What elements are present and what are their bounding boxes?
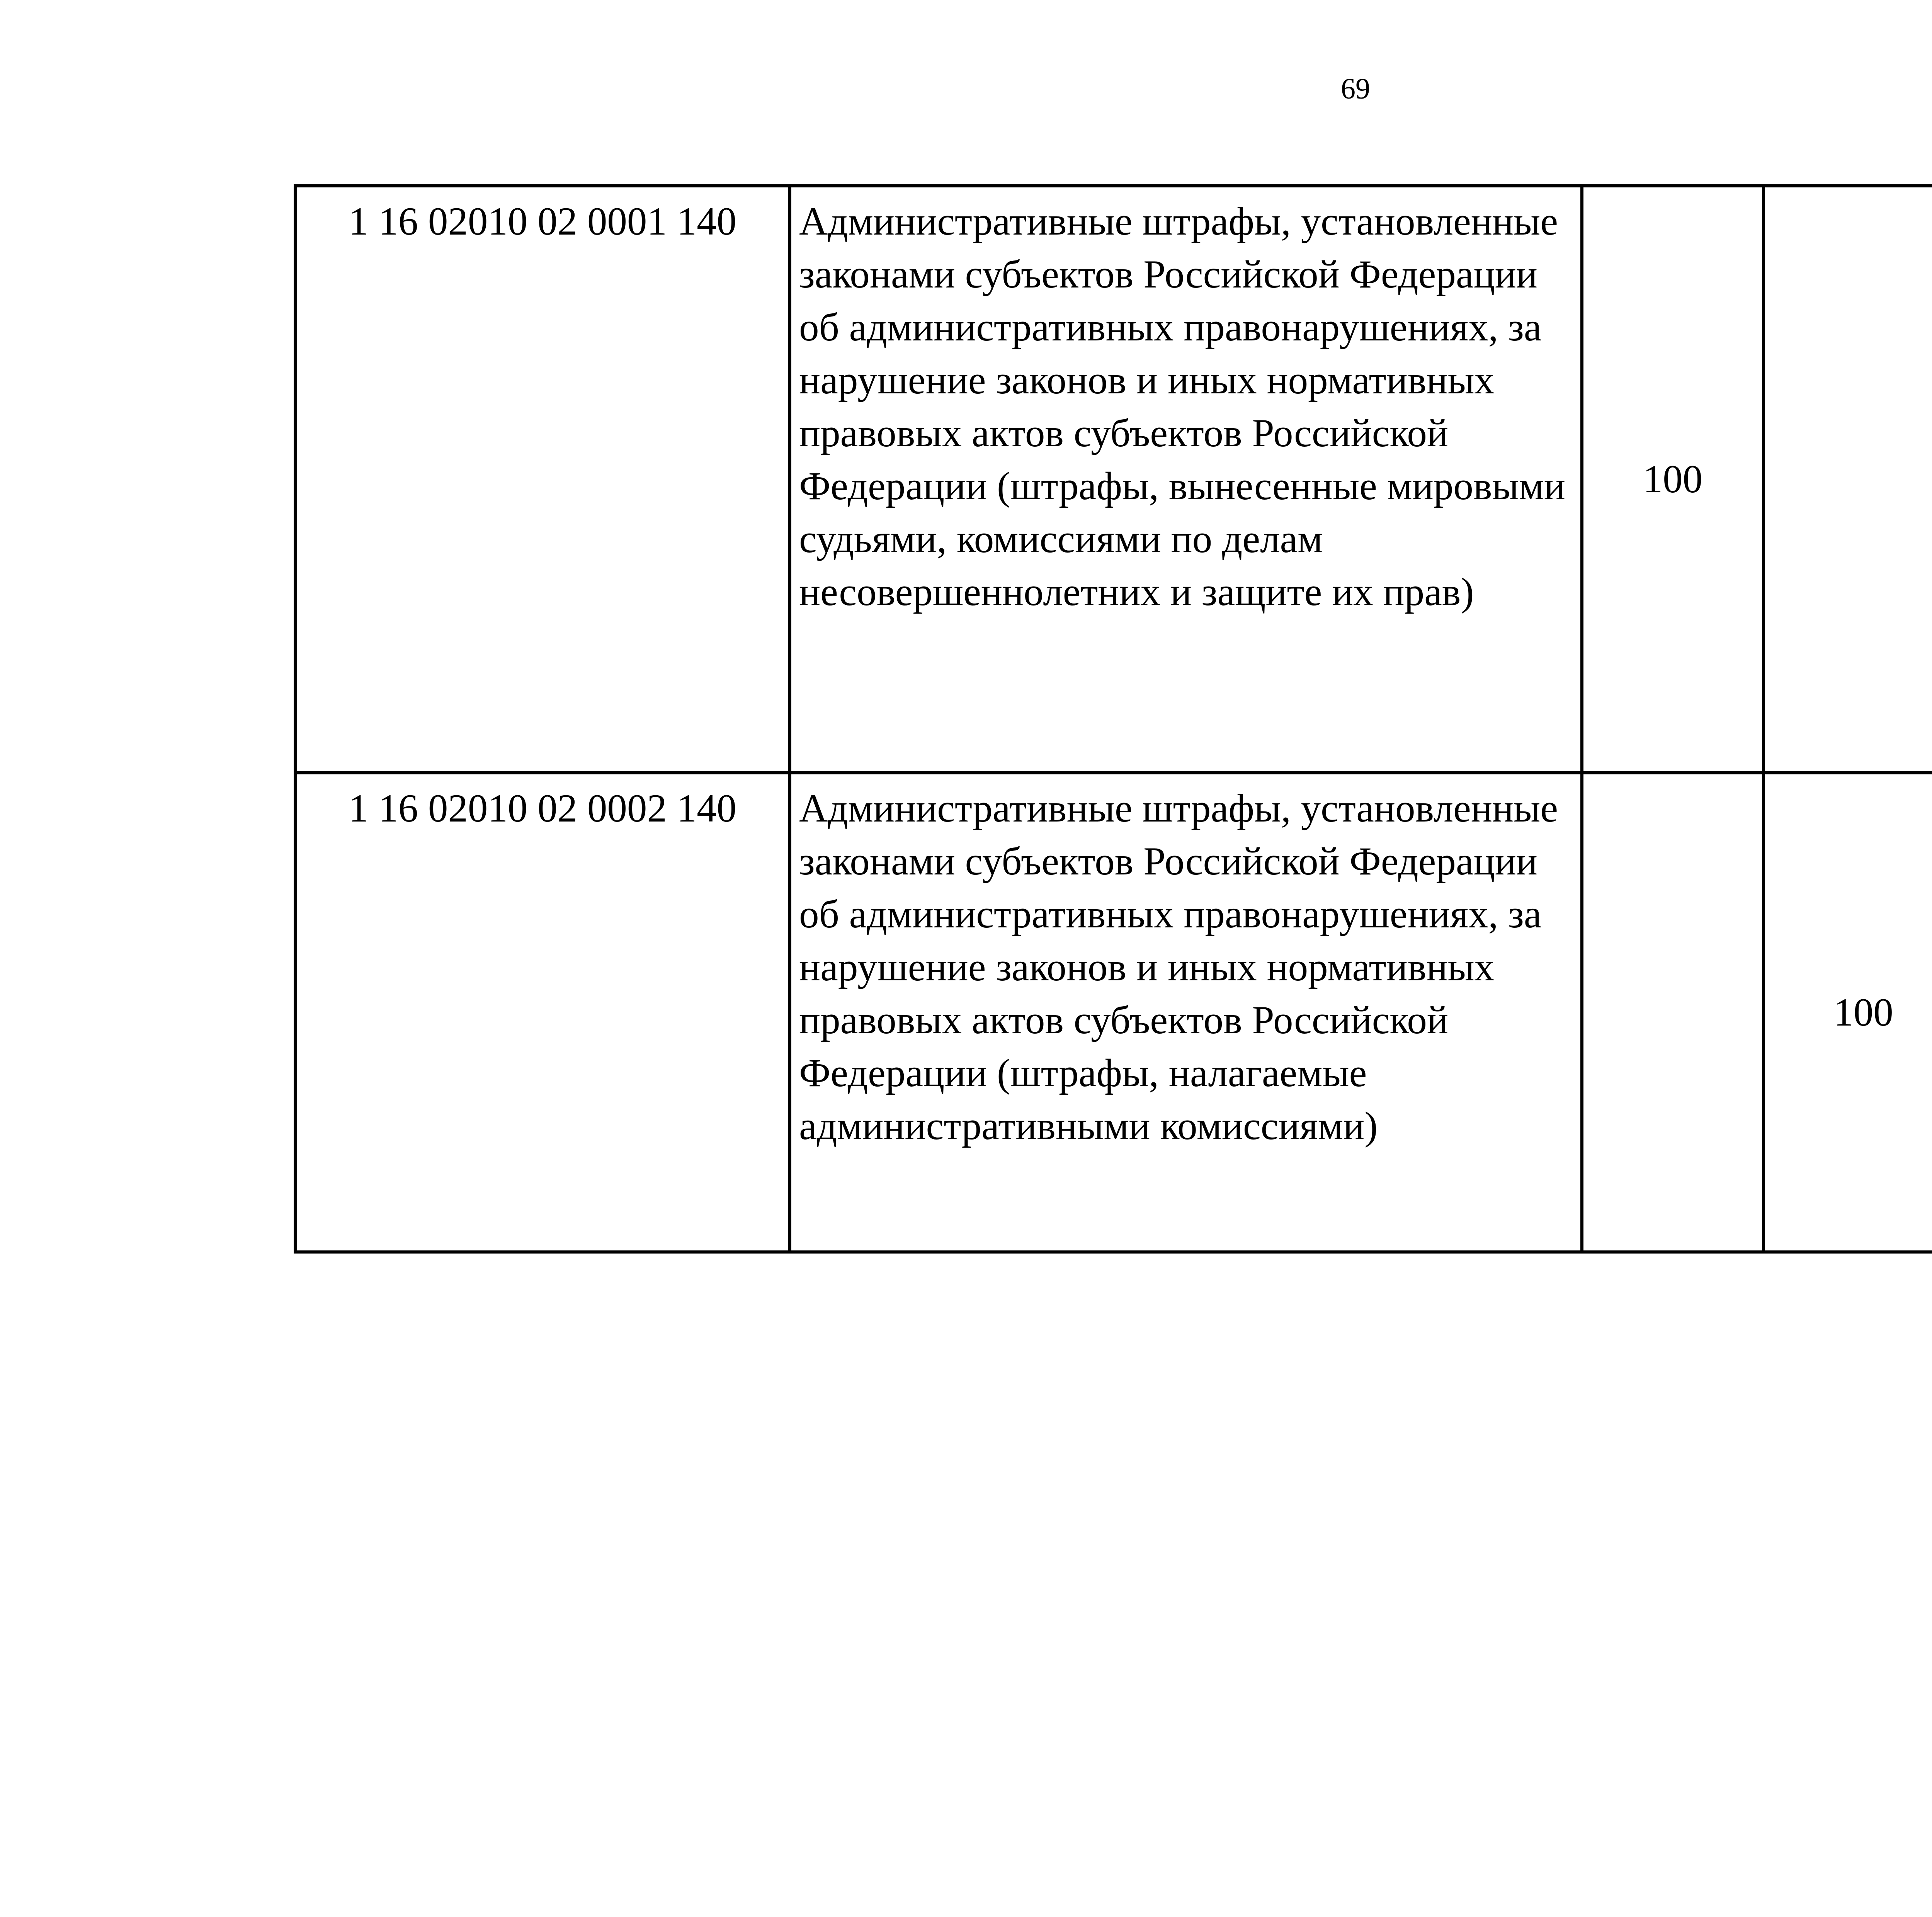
value-cell bbox=[1764, 186, 1932, 773]
budget-table bbox=[294, 184, 1932, 1254]
value-cell bbox=[1582, 773, 1764, 1252]
value-cell: 100 bbox=[1764, 773, 1932, 1252]
value-cell: 100 bbox=[1582, 186, 1764, 773]
description-cell: Административные штрафы, установленные законами субъектов Российской Федерации об административных правонарушениях, за нарушение законов и иных нормативных правовых актов субъектов Российской Федерации (штрафы, налагаемые административными комиссиями) bbox=[790, 773, 1582, 1252]
table-row bbox=[295, 186, 1932, 773]
description-cell: Административные штрафы, установленные законами субъектов Российской Федерации об административных правонарушениях, за нарушение законов и иных нормативных правовых актов субъектов Российской Федерации (штрафы, вынесенные мировыми судьями, комиссиями по делам несовершеннолетних и защите их прав) bbox=[790, 186, 1582, 773]
table-row bbox=[295, 773, 1932, 1252]
page-number: 69 bbox=[1341, 73, 1370, 105]
budget-code-cell: 1 16 02010 02 0002 140 bbox=[295, 773, 790, 1252]
budget-code-cell: 1 16 02010 02 0001 140 bbox=[295, 186, 790, 773]
